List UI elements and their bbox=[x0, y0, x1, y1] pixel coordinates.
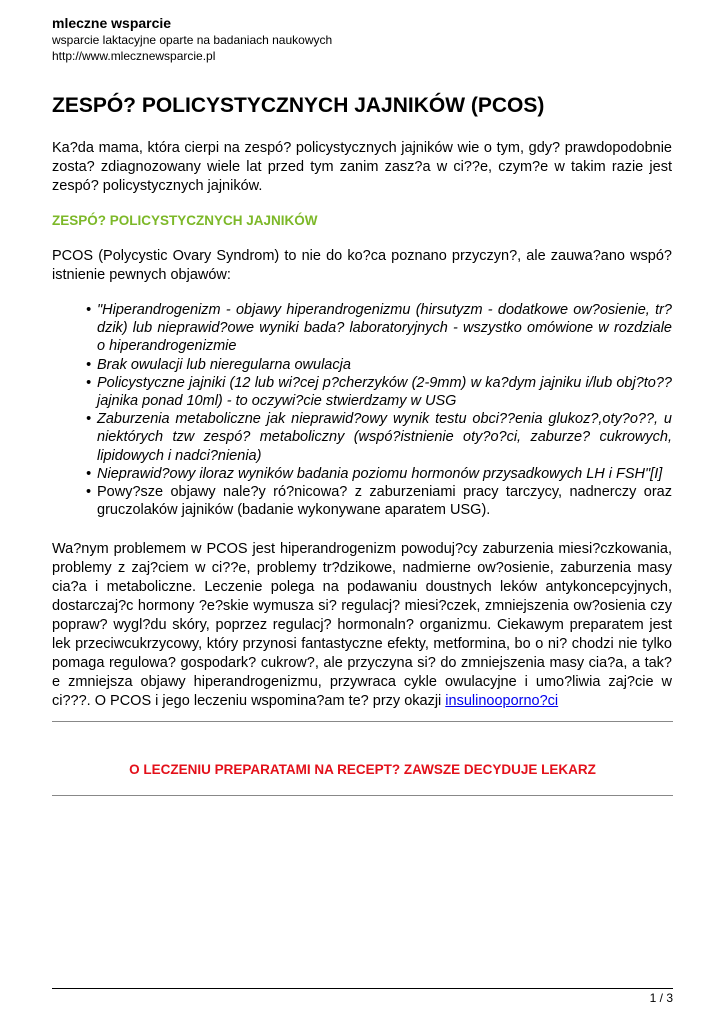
body-paragraph bbox=[52, 540, 672, 711]
section-intro-paragraph: PCOS (Polycystic Ovary Syndrom) to nie do ko?ca poznano przyczyn?, ale zauwa?ano wspó?istnienie pewnych objawów: bbox=[52, 248, 672, 283]
list-item bbox=[52, 374, 672, 410]
bullet-icon: • bbox=[86, 374, 92, 391]
divider bbox=[52, 721, 673, 722]
prescription-notice: O LECZENIU PREPARATAMI NA RECEPT? ZAWSZE DECYDUJE LEKARZ bbox=[129, 762, 596, 777]
list-item bbox=[52, 356, 672, 374]
list-item bbox=[52, 465, 672, 483]
page-number: 1 / 3 bbox=[649, 991, 673, 1005]
site-header bbox=[52, 14, 672, 64]
bullet-icon: • bbox=[86, 356, 92, 373]
bullet-icon: • bbox=[86, 465, 92, 482]
footer-divider bbox=[52, 988, 673, 989]
site-url: http://www.mlecznewsparcie.pl bbox=[52, 49, 216, 63]
page-title: ZESPÓ? POLICYSTYCZNYCH JAJNIKÓW (PCOS) bbox=[52, 94, 545, 117]
intro-paragraph: Ka?da mama, która cierpi na zespó? policystycznych jajników wie o tym, gdy? prawdopodobnie zosta? zdiagnozowany wiele lat przed tym zanim zasz?a w ci??e, czym?e w takim razie jest zespó? policystycznych jajników. bbox=[52, 140, 672, 194]
list-item-text: Nieprawid?owy iloraz wyników badania poziomu hormonów przysadkowych LH i FSH"[I] bbox=[97, 465, 663, 482]
list-item-text: "Hiperandrogenizm - objawy hiperandrogenizmu (hirsutyzm - dodatkowe ow?osienie, tr?dzik) lub nieprawid?owe wyniki bada? laboratoryjnych - wszystko omówione w rozdziale o hiperandrogenizmie bbox=[97, 302, 672, 355]
bullet-icon: • bbox=[86, 484, 92, 501]
list-item bbox=[52, 483, 672, 519]
list-item bbox=[52, 301, 672, 356]
list-item bbox=[52, 410, 672, 465]
site-tagline: wsparcie laktacyjne oparte na badaniach naukowych bbox=[52, 33, 333, 47]
list-item-text: Policystyczne jajniki (12 lub wi?cej p?cherzyków (2-9mm) w ka?dym jajniku i/lub obj?to?? jajnika ponad 10ml) - to oczywi?cie stwierdzamy w USG bbox=[97, 374, 672, 410]
bullet-icon: • bbox=[86, 302, 92, 318]
body-text: Wa?nym problemem w PCOS jest hiperandrogenizm powoduj?cy zaburzenia miesi?czkowania, problemy z zaj?ciem w ci??e, problemy tr?dzikowe, nadmierne ow?osienie, zaburzenia masy cia?a i metaboliczne. Leczenie polega na podawaniu doustnych leków antykoncepcyjnych, dostarczaj?c hormony ?e?skie wymusza si? regulacj? miesi?czek, zmniejszenia ow?osienia czy popraw? wygl?du skóry, poprzez regulacj? hormonaln? organizmu. Ciekawym preparatem jest lek przeciwcukrzycowy, który przynosi fantastyczne efekty, metformina, bo o ni? chodzi nie tylko pomaga regulowa? gospodark? cukrow?, ale przyczyna si? do zmniejszenia masy cia?a, a tak?e zmniejsza objawy hiperandrogenizmu, przywraca cykle owulacyjne i umo?liwia zaj?cie w ci???. O PCOS i jego leczeniu wspomina?am te? przy okazji bbox=[52, 541, 672, 709]
list-item-text: Powy?sze objawy nale?y ró?nicowa? z zaburzeniami pracy tarczycy, nadnerczy oraz gruczolaków jajników (badanie wykonywane aparatem USG). bbox=[97, 484, 672, 519]
symptoms-list bbox=[52, 301, 672, 519]
site-name: mleczne wsparcie bbox=[52, 15, 172, 31]
section-heading: ZESPÓ? POLICYSTYCZNYCH JAJNIKÓW bbox=[52, 213, 318, 228]
insulin-resistance-link[interactable]: insulinooporno?ci bbox=[445, 693, 559, 709]
list-item-text: Brak owulacji lub nieregularna owulacja bbox=[97, 356, 351, 373]
divider bbox=[52, 795, 673, 796]
list-item-text: Zaburzenia metaboliczne jak nieprawid?owy wynik testu obci??enia glukoz?,oty?o??, u niektórych tzw zespó? metaboliczny (wspó?istnienie oty?o?ci, zaburze? cukrowych, lipidowych i nadci?nienia) bbox=[97, 411, 672, 464]
bullet-icon: • bbox=[86, 411, 92, 428]
